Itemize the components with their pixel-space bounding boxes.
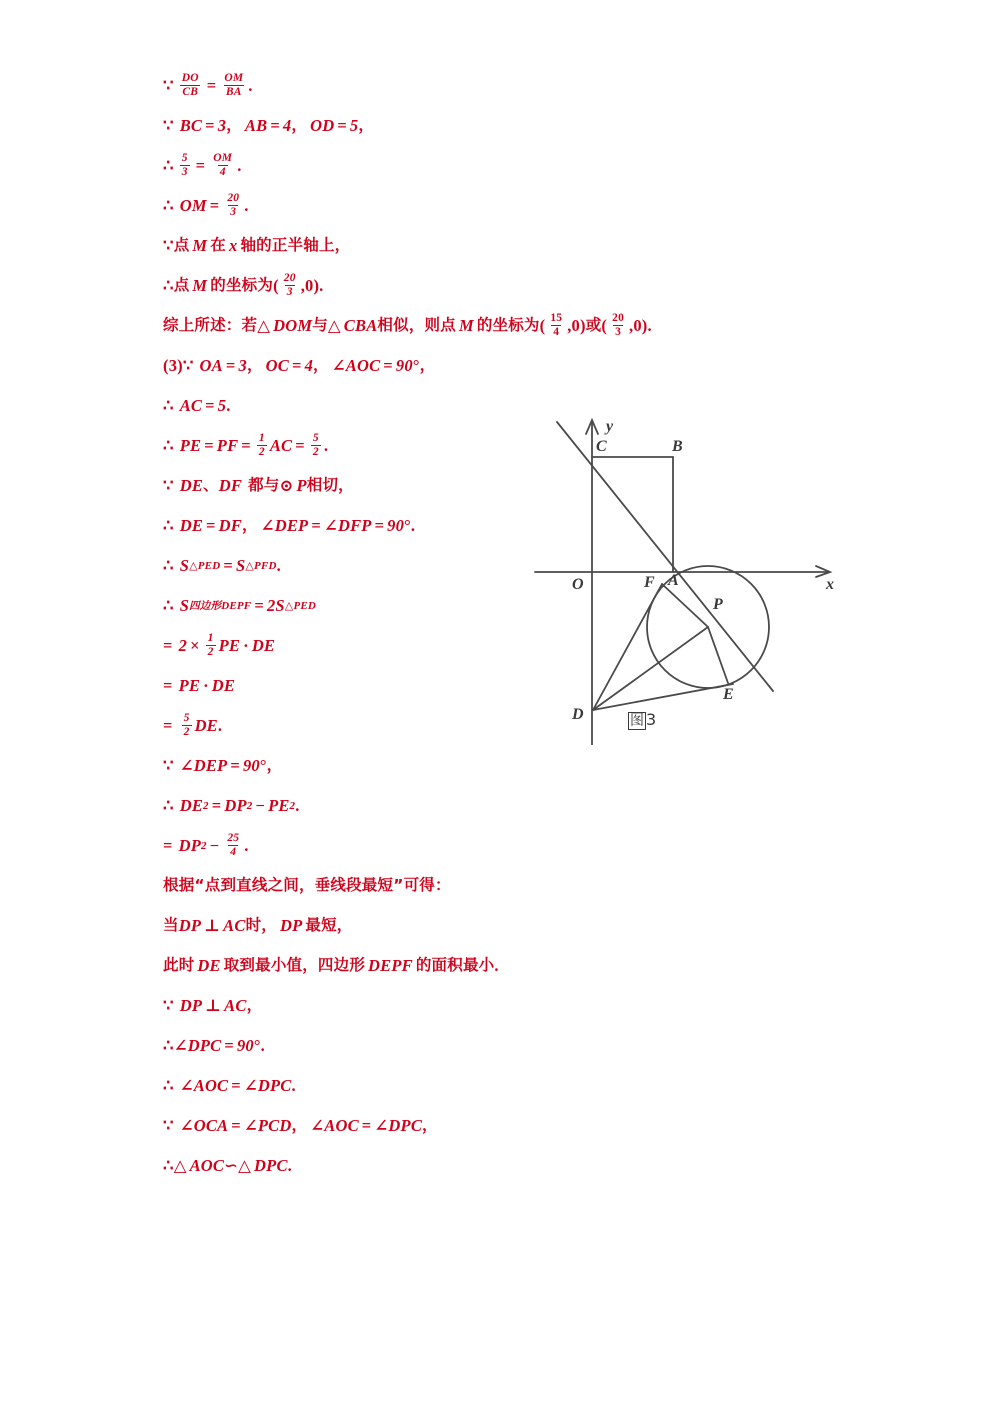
math-line: ∵ DE 、 DF 都与 ⊙ P 相切，: [163, 475, 354, 495]
math-line: 综上所述：若 △ DOM 与 △ CBA 相似，则点 M 的坐标为 ( $\frac{15}{4}$ ,0) 或 ( $\frac{20}{3}$ ,0).: [163, 311, 652, 338]
figure-caption-number: 3: [646, 710, 657, 729]
math-line: ∴ S 四边形DEPF = 2S △PED: [163, 595, 317, 615]
math-line: = $\frac{5}{2}$ DE .: [163, 711, 223, 738]
math-line: ∴ AC = 5 .: [163, 395, 231, 415]
segment-DF: [593, 584, 662, 710]
math-line: ∴ 点 M 的坐标为 ( $\frac{20}{3}$ ,0).: [163, 271, 324, 298]
math-line: ∴ S △PED = S △PFD .: [163, 555, 281, 575]
math-line: ∵ DP ⊥ AC ，: [163, 995, 263, 1015]
figure-label-O: O: [572, 576, 584, 593]
segment-PE: [708, 627, 728, 683]
math-line: ∴ OM = $\frac{20}{3}$ .: [163, 191, 249, 218]
segment-DE: [593, 684, 733, 710]
math-line: = PE · DE: [163, 675, 236, 695]
figure-label-B: B: [672, 438, 683, 455]
geometry-figure: [520, 400, 865, 745]
math-line: ∴ ∠ AOC = ∠ DPC .: [163, 1075, 296, 1095]
math-line: ∴ $\frac{5}{3}$ = $\frac{OM}{4}$ .: [163, 151, 242, 178]
math-line: ∵ ∠ OCA = ∠ PCD ， ∠ AOC = ∠ DPC ，: [163, 1115, 438, 1135]
line-CAP-extended: [557, 422, 773, 691]
figure-label-F: F: [644, 574, 655, 591]
math-line: ∴ △ AOC ∽ △ DPC .: [163, 1155, 292, 1175]
math-line: = 2 × $\frac{1}{2}$ PE · DE: [163, 631, 276, 658]
math-line: 此时 DE 取到最小值，四边形 DEPF 的面积最小 .: [163, 955, 499, 975]
figure-label-x: x: [826, 576, 834, 593]
math-line: (3) ∵ OA = 3 ， OC = 4 ， ∠ AOC = 90 ° ，: [163, 355, 436, 375]
math-line: ∵ BC = 3 ， AB = 4 ， OD = 5 ，: [163, 115, 375, 135]
figure-svg: [520, 400, 865, 745]
figure-label-P: P: [713, 596, 723, 613]
math-line: ∴ ∠ DPC = 90 ° .: [163, 1035, 265, 1055]
figure-caption-box: 图: [630, 713, 644, 729]
math-line: ∴ DE = DF ， ∠ DEP = ∠ DFP = 90 ° .: [163, 515, 416, 535]
math-line: ∵ $\frac{DO}{CB}$ = $\frac{OM}{BA}$ .: [163, 71, 253, 98]
math-line: ∵ ∠ DEP = 90 ° ，: [163, 755, 283, 775]
figure-label-E: E: [723, 686, 734, 703]
segment-FP: [662, 584, 708, 627]
figure-label-y: y: [606, 418, 614, 435]
math-line: ∴ PE = PF = $\frac{1}{2}$ AC = $\frac{5}{2}$ .: [163, 431, 329, 458]
figure-label-C: C: [596, 438, 607, 455]
math-line: 根据“点到直线之间，垂线段最短”可得：: [163, 876, 451, 895]
figure-caption: [628, 710, 656, 730]
figure-label-A: A: [668, 572, 679, 589]
math-line: ∴ DE 2 = DP 2 − PE 2 .: [163, 795, 300, 815]
segment-DP: [593, 627, 708, 710]
math-line: ∵ 点 M 在 x 轴的正半轴上，: [163, 235, 351, 255]
math-line: 当 DP ⊥ AC 时， DP 最短，: [163, 915, 353, 935]
figure-label-D: D: [572, 706, 584, 723]
math-line: = DP 2 − $\frac{25}{4}$ .: [163, 831, 249, 858]
